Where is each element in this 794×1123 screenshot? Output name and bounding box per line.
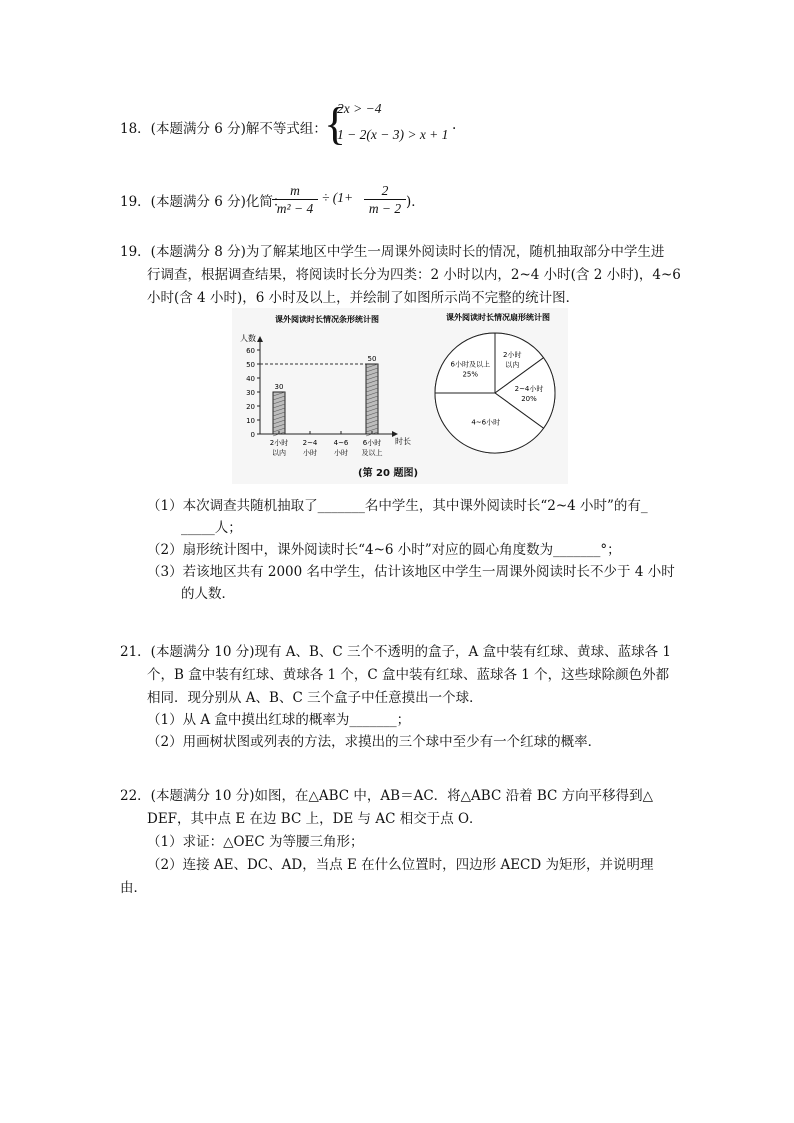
y-tick-label: 60 [246,347,255,355]
q19b-line3: 小时(含 4 小时)，6 小时及以上，并绘制了如图所示尚不完整的统计图． [147,290,580,306]
q21-sub1: （1）从 A 盒中摸出红球的概率为_______； [147,712,411,728]
y-tick-label: 40 [246,375,255,383]
category-label: 以内 [272,449,286,457]
y-tick-label: 0 [250,431,255,439]
fraction-denominator: m − 2 [368,201,402,216]
bar-data-label: 50 [367,355,377,363]
bar-chart-title: 课外阅读时长情况条形统计图 [275,315,379,324]
pie-slice-label: 20% [521,395,537,403]
q22-line1: 22．(本题满分 10 分)如图，在△ABC 中，AB＝AC．将△ABC 沿着 BC 方向平移得到△ [120,788,654,804]
q22-line2: DEF，其中点 E 在边 BC 上，DE 与 AC 相交于点 O． [147,811,483,827]
pie-slice-label: 以内 [505,361,520,370]
y-tick-label: 10 [246,417,255,425]
q19a-end: )． [406,194,425,210]
pie-slice-label: 2小时 [503,351,522,360]
q21-line3: 相同．现分别从 A、B、C 三个盒子中任意摸出一个球． [147,690,483,706]
fraction-m [272,182,318,217]
category-label: 及以上 [361,449,383,457]
q18-inequality-2: 1 − 2(x − 3) > x + 1 [337,127,449,142]
q19b-sub1b: _____人； [181,520,242,536]
category-label: 小时 [334,449,348,457]
bar-chart-ylabel: 人数 [240,334,256,343]
y-tick-label: 30 [246,389,255,397]
q18-label: 18．(本题满分 6 分)解不等式组： [120,121,327,137]
category-label: 小时 [303,449,317,457]
bar-chart-xlabel: 时长 [395,437,411,446]
q19b-sub2: （2）扇形统计图中，课外阅读时长“4~6 小时”对应的圆心角度数为_______°； [147,542,621,558]
q19b-line1: 19．(本题满分 8 分)为了解某地区中学生一周课外阅读时长的情况，随机抽取部分中学生进 [120,244,665,260]
q19b-sub3b: 的人数． [181,586,235,602]
figure-caption: (第 20 题图) [358,468,419,479]
category-label: 2小时 [269,439,289,447]
q22-sub2a: （2）连接 AE、DC、AD，当点 E 在什么位置时，四边形 AECD 为矩形，并说明理 [147,857,654,873]
q19a-operator: ÷ (1+ [322,190,354,205]
category-label: 4~6 [333,439,349,447]
q21-line1: 21．(本题满分 10 分)现有 A、B、C 三个不透明的盒子，A 盒中装有红球、黄球、蓝球各 1 [120,644,671,660]
bar-chart [232,308,422,484]
pie-slice-label: 25% [462,370,479,379]
q22-sub1: （1）求证：△OEC 为等腰三角形； [147,834,364,850]
q19b-line2: 行调查，根据调查结果，将阅读时长分为四类：2 小时以内，2~4 小时(含 2 小时)，4~6 [147,267,681,283]
fraction-denominator: m² − 4 [276,201,314,216]
q18-inequality-1: 2x > −4 [337,101,382,116]
system-brace: { [324,98,347,149]
q19b-sub3a: （3）若该地区共有 2000 名中学生，估计该地区中学生一周课外阅读时长不少于 4 小时 [147,564,675,580]
fraction-numerator: m [290,183,300,198]
q19a-label: 19．(本题满分 6 分)化简： [120,194,287,210]
fraction-numerator: 2 [381,183,389,198]
q19b-sub1a: （1）本次调查共随机抽取了_______名中学生，其中课外阅读时长“2~4 小时”的有_ [147,498,648,514]
y-tick-label: 20 [246,403,255,411]
pie-chart-title: 课外阅读时长情况扇形统计图 [446,313,550,322]
pie-chart [422,308,568,484]
y-tick-label: 50 [246,361,255,369]
q18-end: . [452,117,457,133]
q21-line2: 个，B 盒中装有红球、黄球各 1 个，C 盒中装有红球、蓝球各 1 个，这些球除颜色外都 [147,667,670,683]
pie-slice-label: 6小时及以上 [450,360,490,369]
pie-slice-label: 4~6小时 [471,418,501,427]
bar-data-label: 30 [274,383,284,391]
q22-sub2b: 由． [120,880,147,896]
category-label: 6小时 [362,439,382,447]
category-label: 2~4 [302,439,318,447]
fraction-2 [364,182,406,217]
pie-slice-label: 2~4小时 [514,385,544,393]
q21-sub2: （2）用画树状图或列表的方法，求摸出的三个球中至少有一个红球的概率． [147,734,602,750]
y-axis-arrow [257,336,263,342]
